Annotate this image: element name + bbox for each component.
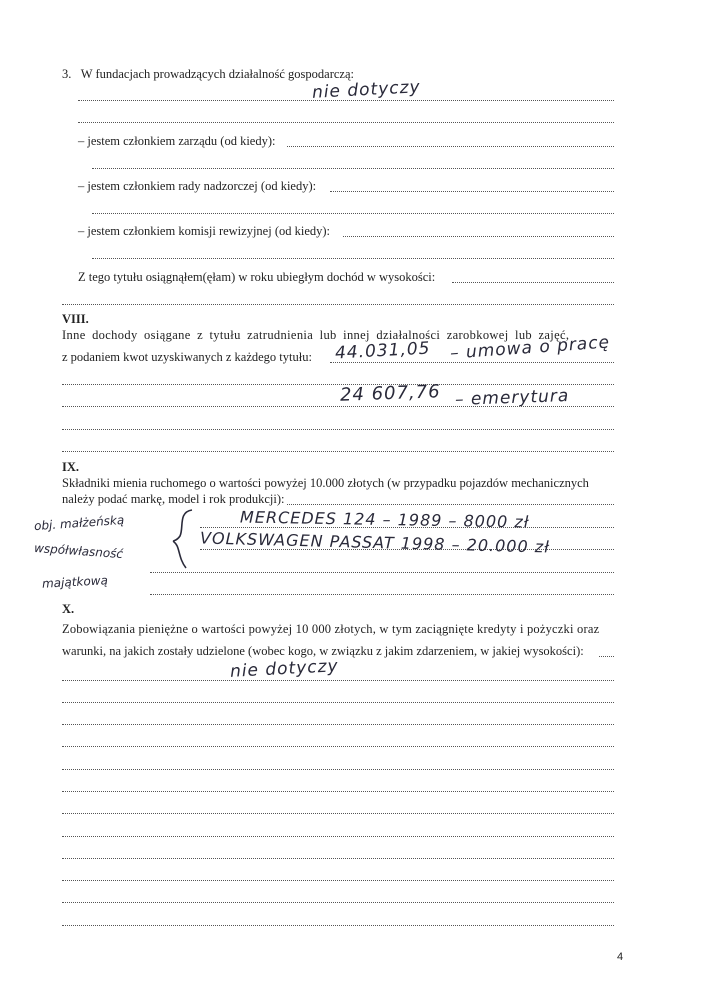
section10-numeral: X. [62,602,75,616]
answer-line [330,362,614,363]
answer-line [62,702,614,703]
board-member-label: – jestem członkiem zarządu (od kiedy): [78,134,276,148]
handwritten-not-applicable-2: nie dotyczy [229,656,340,682]
handwritten-amount-1: 44.031,05 [334,338,431,364]
handwritten-vehicle-1: MERCEDES 124 – 1989 – 8000 zł [239,507,530,532]
answer-line [330,191,614,192]
answer-line [62,680,614,681]
section8-numeral: VIII. [62,312,89,326]
answer-line [452,282,614,283]
answer-line [92,168,614,169]
section9-numeral: IX. [62,460,80,474]
answer-line [62,429,614,430]
handwritten-joint-1: obj. małżeńską [33,512,125,534]
answer-line [62,880,614,881]
section8-line1: Inne dochody osiągane z tytułu zatrudnienia lub innej działalności zarobkowej lub zajęć, [62,328,570,342]
answer-line [62,791,614,792]
answer-line [150,572,614,573]
answer-line [62,769,614,770]
handwritten-joint-3: majątkową [41,573,109,591]
answer-line [150,594,614,595]
section9-line2: należy podać markę, model i rok produkcji): [62,492,285,506]
answer-line [287,504,614,505]
section3-heading: 3. W fundacjach prowadzących działalność gospodarczą: [62,67,354,81]
page-number: 4 [617,951,624,963]
answer-line [92,213,614,214]
audit-committee-label: – jestem członkiem komisji rewizyjnej (od kiedy): [78,224,331,238]
answer-line [599,656,614,657]
answer-line [62,836,614,837]
handwritten-brace [170,506,200,570]
answer-line [62,813,614,814]
answer-line [287,146,614,147]
handwritten-source-1: – umowa o pracę [449,332,611,364]
section8-line2: z podaniem kwot uzyskiwanych z każdego tytułu: [62,350,312,364]
handwritten-source-2: – emerytura [454,386,570,410]
handwritten-not-applicable: nie dotyczy [311,77,422,103]
answer-line [62,451,614,452]
answer-line [62,925,614,926]
answer-line [78,122,614,123]
answer-line [62,902,614,903]
section9-line1: Składniki mienia ruchomego o wartości powyżej 10.000 złotych (w przypadku pojazdów mechanicznych [62,476,589,490]
answer-line [62,746,614,747]
answer-line [62,406,614,407]
answer-line [62,724,614,725]
answer-line [62,304,614,305]
handwritten-amount-2: 24 607,76 [339,381,441,406]
handwritten-joint-2: współwłasność [33,540,124,562]
supervisory-board-label: – jestem członkiem rady nadzorczej (od kiedy): [78,179,317,193]
answer-line [343,236,614,237]
answer-line [62,384,614,385]
answer-line [62,858,614,859]
handwritten-vehicle-2: VOLKSWAGEN PASSAT 1998 – 20.000 zł [199,528,550,557]
income-label: Z tego tytułu osiągnąłem(ęłam) w roku ubiegłym dochód w wysokości: [78,270,436,284]
section10-line2: warunki, na jakich zostały udzielone (wobec kogo, w związku z jakim zdarzeniem, w jakiej wysokości): [62,644,584,658]
answer-line [92,258,614,259]
section10-line1: Zobowiązania pieniężne o wartości powyżej 10 000 złotych, w tym zaciągnięte kredyty i pożyczki oraz [62,622,600,636]
